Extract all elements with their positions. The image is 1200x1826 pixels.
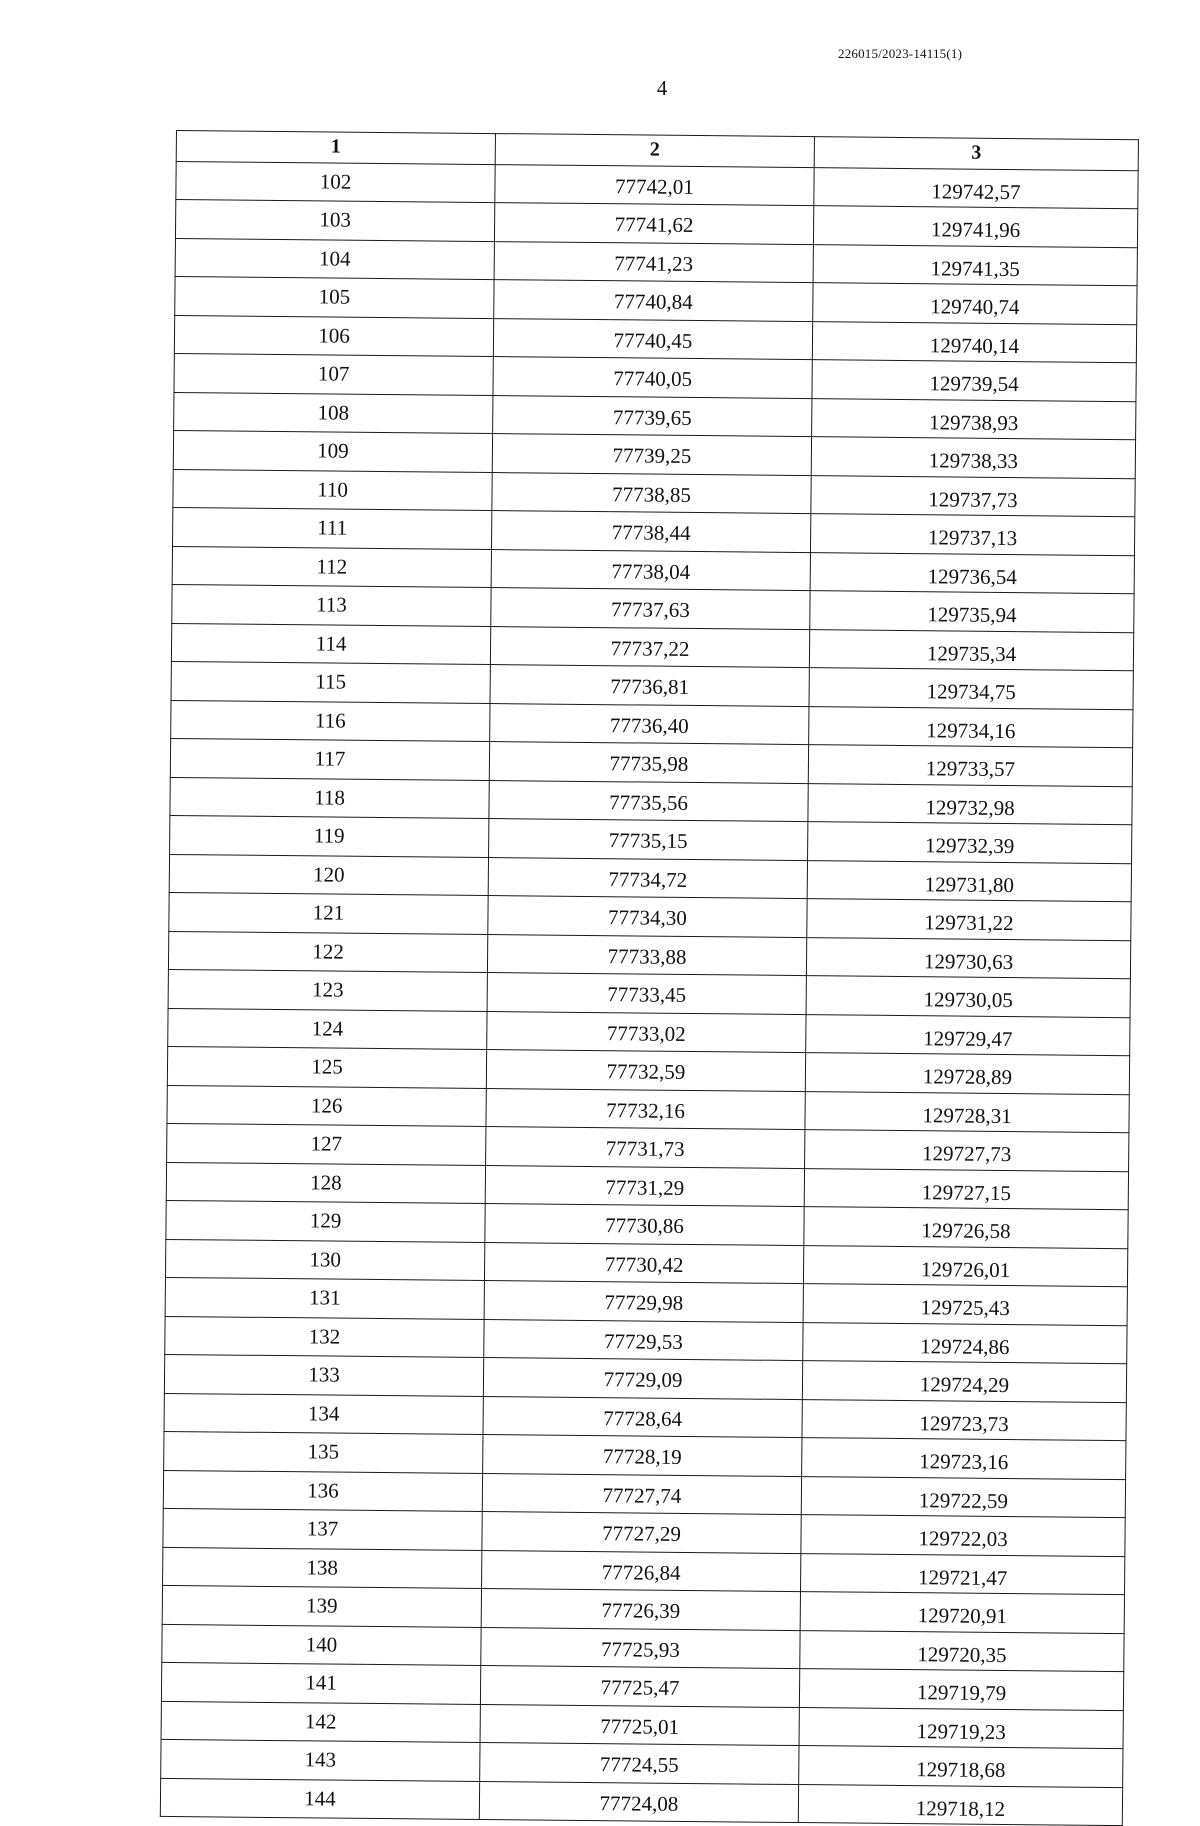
x-coordinate-cell: 77731,73 [486,1127,805,1169]
x-coordinate-cell: 77728,19 [483,1435,802,1477]
point-number-cell: 113 [172,584,491,626]
y-coordinate-cell: 129729,47 [806,1014,1130,1056]
point-number-cell: 119 [170,815,489,857]
y-coordinate-cell: 129724,29 [802,1361,1126,1403]
point-number-cell: 125 [167,1046,486,1088]
x-coordinate-cell: 77725,47 [480,1665,799,1707]
y-coordinate-cell: 129720,35 [800,1630,1124,1672]
y-coordinate-cell: 129723,16 [802,1438,1126,1480]
y-coordinate-cell: 129733,57 [808,745,1132,787]
x-coordinate-cell: 77737,63 [491,588,810,630]
x-coordinate-cell: 77741,62 [494,203,813,245]
x-coordinate-cell: 77740,45 [493,318,812,360]
point-number-cell: 131 [165,1277,484,1319]
y-coordinate-cell: 129727,15 [804,1168,1128,1210]
y-coordinate-cell: 129737,73 [811,475,1135,517]
x-coordinate-cell: 77726,84 [482,1550,801,1592]
y-coordinate-cell: 129742,57 [814,167,1138,209]
y-coordinate-cell: 129732,39 [808,822,1132,864]
x-coordinate-cell: 77728,64 [483,1396,802,1438]
y-coordinate-cell: 129718,68 [799,1746,1123,1788]
y-coordinate-cell: 129731,80 [807,860,1131,902]
point-number-cell: 142 [161,1701,480,1743]
page-number: 4 [656,76,668,100]
point-number-cell: 115 [171,661,490,703]
y-coordinate-cell: 129723,73 [802,1399,1126,1441]
x-coordinate-cell: 77738,04 [491,549,810,591]
y-coordinate-cell: 129721,47 [800,1553,1124,1595]
x-coordinate-cell: 77735,56 [489,780,808,822]
coordinates-table [160,130,1139,1826]
y-coordinate-cell: 129724,86 [803,1322,1127,1364]
x-coordinate-cell: 77735,98 [489,742,808,784]
x-coordinate-cell: 77735,15 [489,819,808,861]
point-number-cell: 108 [174,392,493,434]
y-coordinate-cell: 129719,23 [799,1707,1123,1749]
point-number-cell: 130 [165,1239,484,1281]
point-number-cell: 128 [166,1162,485,1204]
x-coordinate-cell: 77727,29 [482,1512,801,1554]
y-coordinate-cell: 129740,14 [812,321,1136,363]
y-coordinate-cell: 129725,43 [803,1284,1127,1326]
y-coordinate-cell: 129718,12 [798,1784,1122,1826]
x-coordinate-cell: 77733,45 [487,973,806,1015]
point-number-cell: 118 [170,777,489,819]
y-coordinate-cell: 129736,54 [810,552,1134,594]
point-number-cell: 114 [171,623,490,665]
y-coordinate-cell: 129735,34 [809,629,1133,671]
table-body [160,161,1138,1826]
x-coordinate-cell: 77725,01 [480,1704,799,1746]
point-number-cell: 135 [164,1431,483,1473]
point-number-cell: 116 [171,700,490,742]
point-number-cell: 111 [173,507,492,549]
y-coordinate-cell: 129741,96 [813,206,1137,248]
x-coordinate-cell: 77736,40 [490,703,809,745]
x-coordinate-cell: 77736,81 [490,665,809,707]
point-number-cell: 126 [167,1085,486,1127]
point-number-cell: 120 [169,854,488,896]
x-coordinate-cell: 77731,29 [485,1165,804,1207]
x-coordinate-cell: 77724,55 [480,1742,799,1784]
point-number-cell: 137 [163,1508,482,1550]
x-coordinate-cell: 77733,02 [487,1011,806,1053]
x-coordinate-cell: 77741,23 [494,241,813,283]
column-header: 3 [814,137,1138,171]
x-coordinate-cell: 77725,93 [481,1627,800,1669]
y-coordinate-cell: 129720,91 [800,1592,1124,1634]
point-number-cell: 102 [176,161,495,203]
point-number-cell: 104 [175,238,494,280]
point-number-cell: 129 [166,1200,485,1242]
y-coordinate-cell: 129726,01 [803,1245,1127,1287]
y-coordinate-cell: 129739,54 [812,360,1136,402]
x-coordinate-cell: 77740,05 [493,357,812,399]
point-number-cell: 140 [162,1624,481,1666]
point-number-cell: 136 [163,1470,482,1512]
x-coordinate-cell: 77739,65 [493,395,812,437]
y-coordinate-cell: 129730,05 [806,976,1130,1018]
y-coordinate-cell: 129730,63 [806,937,1130,979]
x-coordinate-cell: 77733,88 [487,934,806,976]
point-number-cell: 143 [161,1739,480,1781]
point-number-cell: 124 [168,1008,487,1050]
x-coordinate-cell: 77737,22 [490,626,809,668]
point-number-cell: 133 [164,1354,483,1396]
x-coordinate-cell: 77738,85 [492,472,811,514]
column-header: 1 [176,131,495,165]
document-number: 226015/2023-14115(1) [838,46,963,61]
x-coordinate-cell: 77729,09 [483,1358,802,1400]
y-coordinate-cell: 129734,16 [809,706,1133,748]
y-coordinate-cell: 129738,33 [811,437,1135,479]
y-coordinate-cell: 129732,98 [808,783,1132,825]
point-number-cell: 132 [165,1316,484,1358]
point-number-cell: 110 [173,469,492,511]
y-coordinate-cell: 129727,73 [805,1130,1129,1172]
x-coordinate-cell: 77727,74 [482,1473,801,1515]
point-number-cell: 107 [174,353,493,395]
y-coordinate-cell: 129719,79 [799,1669,1123,1711]
x-coordinate-cell: 77729,53 [484,1319,803,1361]
point-number-cell: 106 [174,315,493,357]
point-number-cell: 144 [160,1778,479,1820]
y-coordinate-cell: 129737,13 [810,514,1134,556]
y-coordinate-cell: 129726,58 [804,1207,1128,1249]
x-coordinate-cell: 77732,59 [486,1050,805,1092]
y-coordinate-cell: 129735,94 [810,591,1134,633]
point-number-cell: 109 [173,430,492,472]
point-number-cell: 123 [168,969,487,1011]
point-number-cell: 121 [169,892,488,934]
x-coordinate-cell: 77729,98 [484,1281,803,1323]
y-coordinate-cell: 129731,22 [807,899,1131,941]
point-number-cell: 105 [175,276,494,318]
y-coordinate-cell: 129740,74 [813,283,1137,325]
point-number-cell: 112 [172,546,491,588]
x-coordinate-cell: 77738,44 [491,511,810,553]
x-coordinate-cell: 77732,16 [486,1088,805,1130]
point-number-cell: 103 [175,200,494,242]
y-coordinate-cell: 129722,59 [801,1476,1125,1518]
x-coordinate-cell: 77739,25 [492,434,811,476]
x-coordinate-cell: 77726,39 [481,1588,800,1630]
point-number-cell: 134 [164,1393,483,1435]
x-coordinate-cell: 77734,72 [488,857,807,899]
y-coordinate-cell: 129738,93 [812,398,1136,440]
y-coordinate-cell: 129728,89 [805,1053,1129,1095]
point-number-cell: 127 [167,1123,486,1165]
point-number-cell: 117 [170,738,489,780]
x-coordinate-cell: 77740,84 [494,280,813,322]
point-number-cell: 122 [168,931,487,973]
column-header: 2 [495,134,814,168]
x-coordinate-cell: 77730,42 [484,1242,803,1284]
point-number-cell: 141 [161,1662,480,1704]
x-coordinate-cell: 77734,30 [488,896,807,938]
y-coordinate-cell: 129728,31 [805,1091,1129,1133]
y-coordinate-cell: 129734,75 [809,668,1133,710]
x-coordinate-cell: 77742,01 [495,164,814,206]
y-coordinate-cell: 129741,35 [813,244,1137,286]
x-coordinate-cell: 77730,86 [485,1204,804,1246]
x-coordinate-cell: 77724,08 [479,1781,798,1823]
point-number-cell: 139 [162,1585,481,1627]
y-coordinate-cell: 129722,03 [801,1515,1125,1557]
point-number-cell: 138 [163,1547,482,1589]
table-row [160,1778,1122,1826]
